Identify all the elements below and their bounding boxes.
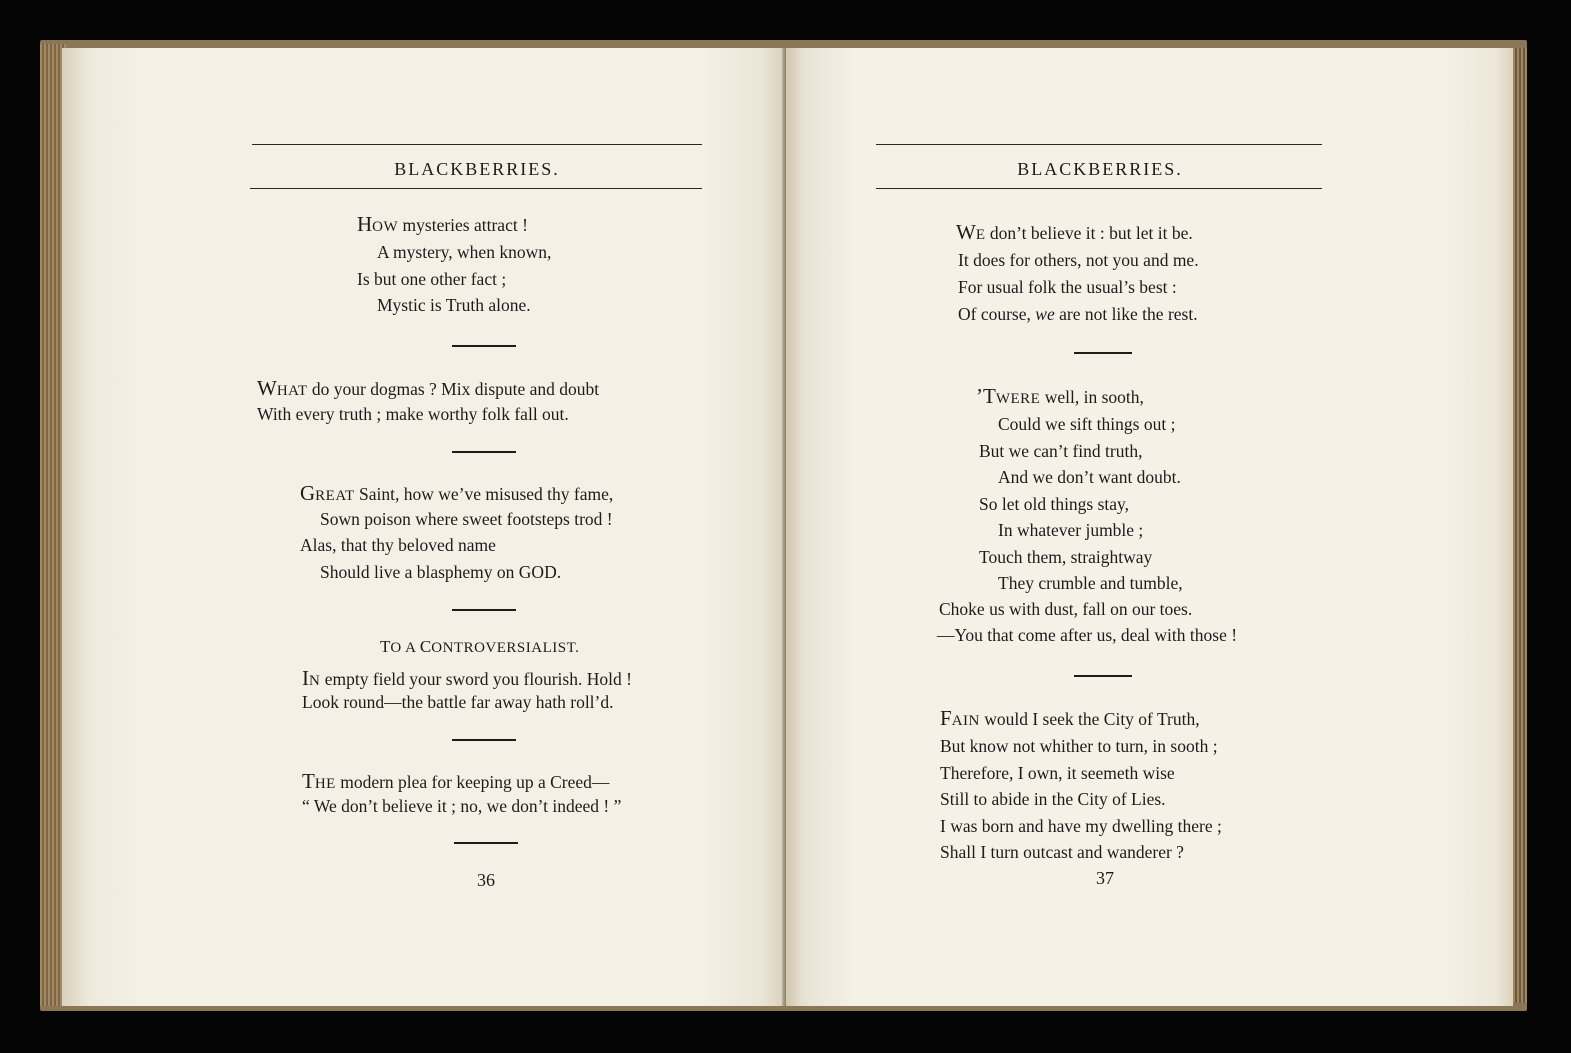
section-divider [452, 345, 516, 347]
poem-line: “ We don’t believe it ; no, we don’t indeed ! ” [302, 796, 622, 816]
page-edges-right [1513, 48, 1527, 1003]
section-divider [452, 739, 516, 741]
page-number: 36 [477, 870, 495, 890]
poem-line: Shall I turn outcast and wanderer ? [940, 842, 1184, 862]
section-divider [452, 451, 516, 453]
poem-line: It does for others, not you and me. [958, 250, 1199, 270]
poem-line: WE don’t believe it : but let it be. [956, 220, 1193, 244]
poem-line: ’TWERE well, in sooth, [976, 384, 1144, 408]
poem-line: Look round—the battle far away hath roll’d. [302, 692, 614, 712]
poem-title: TO A CONTROVERSIALIST. [380, 637, 580, 656]
poem-line: Of course, we are not like the rest. [958, 304, 1198, 324]
poem-line: HOW mysteries attract ! [357, 212, 528, 236]
right-page [786, 48, 1513, 1006]
poem-line: GREAT Saint, how we’ve misused thy fame, [300, 481, 614, 505]
poem-line: FAIN would I seek the City of Truth, [940, 706, 1200, 730]
poem-line: Mystic is Truth alone. [377, 295, 531, 315]
header-rule-top [252, 144, 702, 145]
poem-line: And we don’t want doubt. [998, 467, 1181, 487]
poem-line: Could we sift things out ; [998, 414, 1176, 434]
poem-line: IN empty field your sword you flourish. Hold ! [302, 666, 632, 690]
header-rule-bottom [250, 188, 702, 189]
poem-line: Touch them, straightway [979, 547, 1153, 567]
poem-line: Should live a blasphemy on GOD. [320, 562, 562, 582]
poem-line: WHAT do your dogmas ? Mix dispute and doubt [257, 376, 600, 400]
poem-line: So let old things stay, [979, 494, 1130, 514]
running-header: BLACKBERRIES. [1017, 159, 1183, 179]
poem-line: Alas, that thy beloved name [300, 535, 496, 555]
header-rule-bottom [876, 188, 1322, 189]
poem-line: With every truth ; make worthy folk fall out. [257, 404, 569, 424]
poem-line: But we can’t find truth, [979, 441, 1143, 461]
left-page [62, 48, 786, 1006]
poem-line: Choke us with dust, fall on our toes. [939, 599, 1193, 619]
poem-line: They crumble and tumble, [998, 573, 1183, 593]
open-book [40, 40, 1527, 1011]
poem-line: Sown poison where sweet footsteps trod ! [320, 509, 613, 529]
section-divider [1074, 352, 1132, 354]
poem-line: But know not whither to turn, in sooth ; [940, 736, 1218, 756]
poem-line: A mystery, when known, [377, 242, 552, 262]
poem-line: THE modern plea for keeping up a Creed— [302, 769, 610, 793]
poem-line: For usual folk the usual’s best : [958, 277, 1177, 297]
poem-line: In whatever jumble ; [998, 520, 1144, 540]
page-number: 37 [1096, 868, 1114, 888]
section-divider [454, 842, 518, 844]
poem-line: I was born and have my dwelling there ; [940, 816, 1222, 836]
section-divider [452, 609, 516, 611]
poem-line: Is but one other fact ; [357, 269, 507, 289]
poem-line: Still to abide in the City of Lies. [940, 789, 1166, 809]
header-rule-top [876, 144, 1322, 145]
section-divider [1074, 675, 1132, 677]
poem-line: Therefore, I own, it seemeth wise [940, 763, 1175, 783]
poem-line: —You that come after us, deal with those ! [937, 625, 1238, 645]
running-header: BLACKBERRIES. [394, 159, 560, 179]
